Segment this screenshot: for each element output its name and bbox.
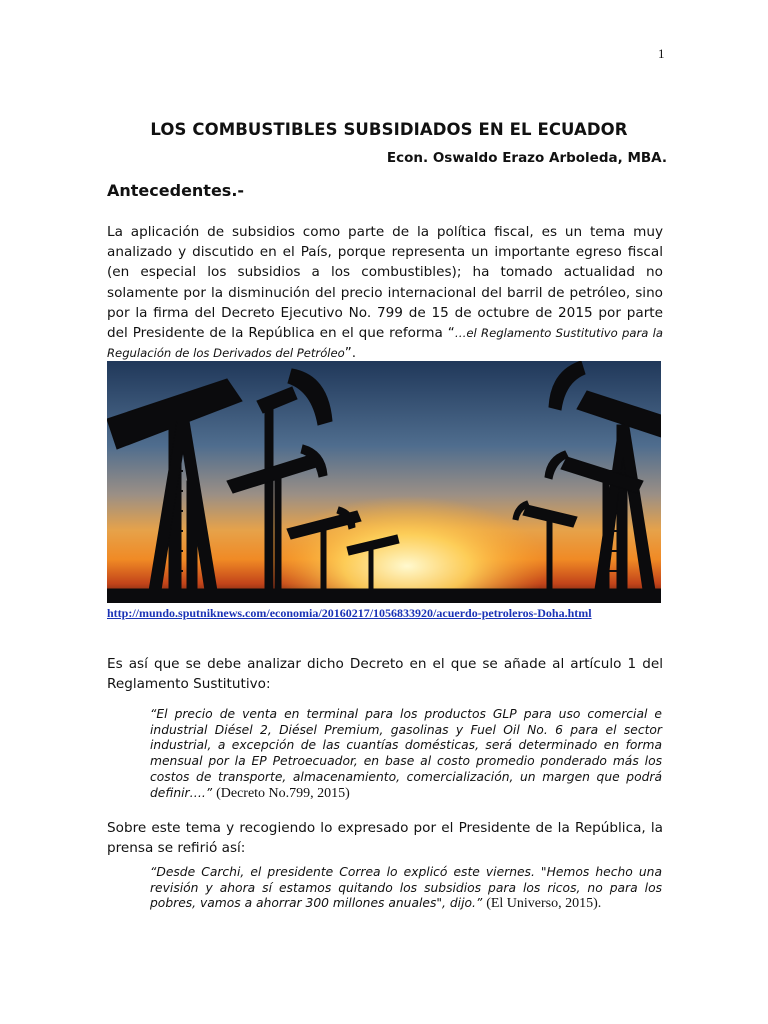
intro-paragraph	[107, 222, 663, 363]
decree-paragraph: Es así que se debe analizar dicho Decreto en el que se añade al artículo 1 del Reglamento Sustitutivo:	[107, 656, 663, 693]
press-citation: (El Universo, 2015).	[486, 896, 602, 912]
decree-citation: (Decreto No.799, 2015)	[216, 785, 350, 801]
image-source-link[interactable]: http://mundo.sputniknews.com/economia/20160217/1056833920/acuerdo-petroleros-Doha.html	[107, 606, 592, 620]
intro-tail: ”.	[344, 345, 357, 362]
decree-quote-text: “El precio de venta en terminal para los productos GLP para uso comercial e industrial Diésel 2, Diésel Premium, gasolinas y Fuel Oil No. 6 para el sector industrial, a excepción de las cuantías domésticas, será determinado en forma mensual por la EP Petroecuador, en base al costo promedio ponderado más los costos de transporte, almacenamiento, comercialización, un margen que podrá definir….”	[150, 707, 662, 800]
press-quote-text: “Desde Carchi, el presidente Correa lo explicó este viernes. "Hemos hecho una revisión y ahora sí estamos quitando los subsidios para los ricos, no para los pobres, vamos a ahorrar 300 millones anuales", dijo.”	[150, 865, 662, 911]
decree-quote	[150, 707, 662, 801]
page-number: 1	[658, 46, 665, 61]
intro-text: La aplicación de subsidios como parte de la política fiscal, es un tema muy analizado y discutido en el País, porque representa un importante egreso fiscal (en especial los subsidios a los combustibles); ha tomado actualidad no solamente por la disminución del precio internacional del barril de petróleo, sino por la firma del Decreto Ejecutivo No. 799 de 15 de octubre de 2015 por parte del Presidente de la República en el que reforma “	[107, 224, 663, 342]
section-heading: Antecedentes.-	[107, 181, 245, 200]
press-paragraph: Sobre este tema y recogiendo lo expresado por el Presidente de la República, la prensa se refirió así:	[107, 820, 663, 857]
author-line: Econ. Oswaldo Erazo Arboleda, MBA.	[386, 150, 667, 166]
intro-emphasis: …el Reglamento Sustitutivo para la Regulación de los Derivados del Petróleo	[107, 326, 663, 361]
press-quote	[150, 865, 662, 912]
document-title: LOS COMBUSTIBLES SUBSIDIADOS EN EL ECUADOR	[150, 120, 628, 139]
oil-pumps-sunset-image	[107, 361, 661, 603]
